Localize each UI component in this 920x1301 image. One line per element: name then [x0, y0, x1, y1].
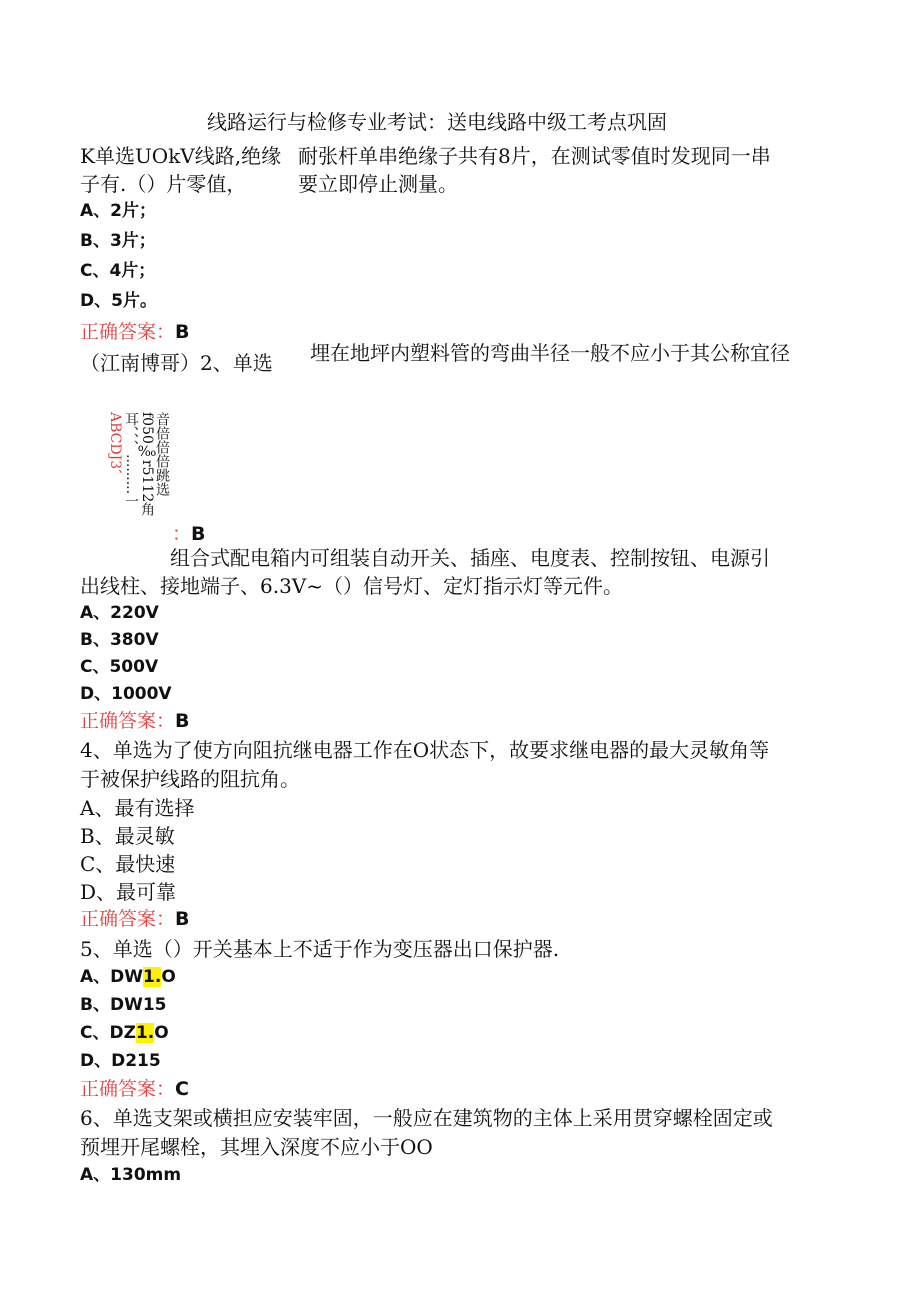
answer-label: 正确答案：: [80, 321, 176, 343]
q1-line1-right: 耐张杆单串绝缘子共有8片，在测试零值时发现同一串: [298, 144, 771, 168]
q6-line2: 预埋开尾螺栓，其埋入深度不应小于OO: [80, 1135, 433, 1159]
q1-option-b: B、3片；: [80, 231, 156, 251]
answer-label: 正确答案：: [80, 908, 176, 930]
q6-line1: 6、单选支架或横担应安装牢固，一般应在建筑物的主体上采用贯穿螺栓固定或: [80, 1106, 773, 1130]
q5-option-b: B、DW15: [80, 995, 167, 1015]
q1-option-c: C、4片；: [80, 261, 156, 281]
q3-answer: [80, 712, 190, 731]
q4-option-d: D、最可靠: [80, 880, 177, 904]
q3-option-b: B、380V: [80, 630, 159, 650]
q5-option-c: C、DZ1.O: [80, 1023, 169, 1043]
answer-value: C: [175, 1078, 189, 1100]
q1-line2-left: 子有.（）片零值，: [80, 172, 247, 196]
highlight-mark: 1.: [135, 1023, 155, 1043]
q2-line-left: （江南博哥）2、单选: [80, 351, 273, 375]
q3-line2: 出线柱、接地端子、6.3V~（）信号灯、定灯指示灯等元件。: [80, 574, 624, 598]
q3-option-d: D、1000V: [80, 684, 172, 704]
q1-option-d: D、5片。: [80, 291, 157, 311]
q5-option-d: D、D215: [80, 1051, 161, 1071]
page-title: 线路运行与检修专业考试：送电线路中级工考点巩固: [207, 110, 667, 134]
q1-answer: [80, 323, 190, 342]
q5-answer: [80, 1080, 189, 1099]
q2-garbled-col-4: ABCDJ3、: [107, 412, 123, 484]
answer-label: 正确答案：: [80, 1078, 176, 1100]
answer-value: B: [175, 908, 190, 930]
q1-option-a: A、2片；: [80, 201, 156, 221]
q4-option-a: A、最有选择: [80, 796, 195, 820]
answer-label: 正确答案：: [80, 710, 176, 732]
q5-line1: 5、单选（）开关基本上不适于作为变压器出口保护器.: [80, 937, 560, 961]
q1-line2-right: 要立即停止测量。: [298, 172, 458, 196]
q6-option-a: A、130mm: [80, 1165, 182, 1185]
answer-value: B: [175, 710, 190, 732]
q2-garbled-col-2: f050‰r5112角: [139, 412, 155, 517]
q3-option-c: C、500V: [80, 657, 159, 677]
q2-line-right: 埋在地坪内塑料管的弯曲半径一般不应小于其公称宜径: [310, 341, 790, 365]
q4-option-c: C、最快速: [80, 852, 176, 876]
q3-line1: 组合式配电箱内可组装自动开关、插座、电度表、控制按钮、电源引: [170, 546, 770, 570]
q2-answer: [172, 525, 206, 544]
q2-garbled-col-3: 耳、、、.........一: [123, 412, 139, 509]
q4-line2: 于被保护线路的阻抗角。: [80, 767, 300, 791]
q4-option-b: B、最灵敏: [80, 824, 175, 848]
q2-garbled-col-1: 音倍倍倍跳选: [154, 412, 170, 496]
highlight-mark: 1.: [143, 967, 162, 987]
q5-option-a: A、DW1.O: [80, 967, 176, 987]
q4-line1: 4、单选为了使方向阻抗继电器工作在O状态下，故要求继电器的最大灵敏角等: [80, 738, 770, 762]
q3-option-a: A、220V: [80, 603, 159, 623]
q4-answer: [80, 910, 190, 929]
answer-mark: ：: [172, 523, 192, 545]
answer-value: B: [191, 523, 206, 545]
q1-line1-left: K单选UOkV线路,绝缘: [80, 144, 282, 168]
answer-value: B: [175, 321, 190, 343]
